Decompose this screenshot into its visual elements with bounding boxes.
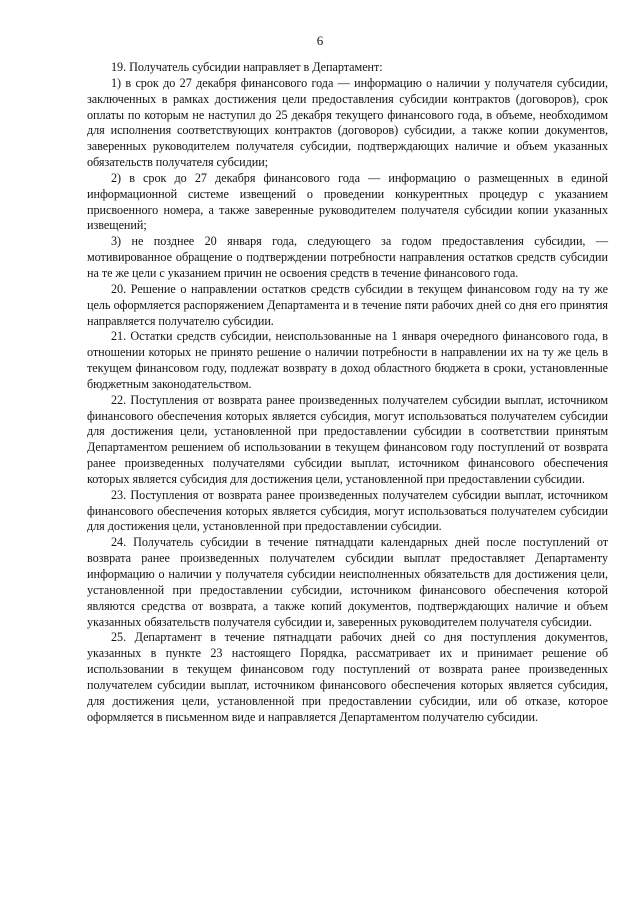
paragraph-22: 22. Поступления от возврата ранее произведенных получателем субсидии выплат, источником финансового обеспечения которых является субсидия, могут использоваться получателем субсидии для достижения цели, установленной при предоставлении субсидии в соответствии принятым Департаментом решением об использовании в текущем финансовом году поступлений от возврата ранее произведенных получателями субсидии выплат, источником финансового обеспечения которых является субсидия для достижения цели, установленной при предоставлении субсидии.: [87, 392, 608, 486]
paragraph-25: 25. Департамент в течение пятнадцати рабочих дней со дня поступления документов, указанных в пункте 23 настоящего Порядка, рассматривает их и принимает решение об использовании в текущем финансовом году поступлений от возврата ранее произведенных получателем субсидии выплат, источником финансового обеспечения которых является субсидия, для достижения цели, установленной при предоставлении субсидии, или об отказе, которое оформляется в письменном виде и направляется Департаментом получателю субсидии.: [87, 630, 608, 724]
paragraph-19-item-3: 3) не позднее 20 января года, следующего за годом предоставления субсидии, — мотивированное обращение о подтверждении потребности направления остатков средств субсидии на те же цели с указанием причин не освоения средств в течение финансового года.: [87, 234, 608, 280]
paragraph-19-item-1: 1) в срок до 27 декабря финансового года — информацию о наличии у получателя субсидии, заключенных в рамках достижения цели предоставления субсидии контрактов (договоров), срок оплаты по которым не наступил до 25 декабря текущего финансового года, в объеме, необходимом для исполнения соответствующих контрактов (договоров) субсидии, а также копии документов, заверенных руководителем получателя субсидии, подтверждающих наличие и объем указанных обязательств получателя субсидии;: [87, 75, 608, 170]
paragraph-21: 21. Остатки средств субсидии, неиспользованные на 1 января очередного финансового года, в отношении которых не принято решение о наличии потребности в направлении их на ту же цель в текущем финансовом году, подлежат возврату в доход областного бюджета в сроки, установленные бюджетным законодательством.: [87, 329, 608, 391]
page-number: 6: [316, 33, 324, 48]
paragraph-19-item-2: 2) в срок до 27 декабря финансового года — информацию о размещенных в единой информационной системе извещений о проведении конкурентных процедур с указанием присвоенного номера, а также заверенные руководителем получателя субсидии копии указанных извещений;: [87, 170, 608, 233]
paragraph-24: 24. Получатель субсидии в течение пятнадцати календарных дней после поступлений от возврата ранее произведенных получателем субсидии выплат предоставляет Департаменту информацию о наличии у получателя субсидии неисполненных обязательств для достижения цели, установленной при предоставлении субсидии, источником финансового обеспечения которой являются средства от возврата, а также копий документов, подтверждающих наличие и объем указанных обязательств получателя субсидии и, заверенных руководителем получателя субсидии.: [87, 535, 608, 629]
document-body: [87, 60, 608, 725]
paragraph-23: 23. Поступления от возврата ранее произведенных получателем субсидии выплат, источником финансового обеспечения которых является субсидия, могут использоваться получателем субсидии для достижения цели, установленной при предоставлении субсидии.: [87, 487, 608, 534]
paragraph-19-intro: 19. Получатель субсидии направляет в Департамент:: [111, 60, 383, 74]
paragraph-20: 20. Решение о направлении остатков средств субсидии в текущем финансовом году на ту же цель оформляется распоряжением Департамента и в течение пяти рабочих дней со дня его принятия направляется получателю субсидии.: [87, 281, 608, 328]
